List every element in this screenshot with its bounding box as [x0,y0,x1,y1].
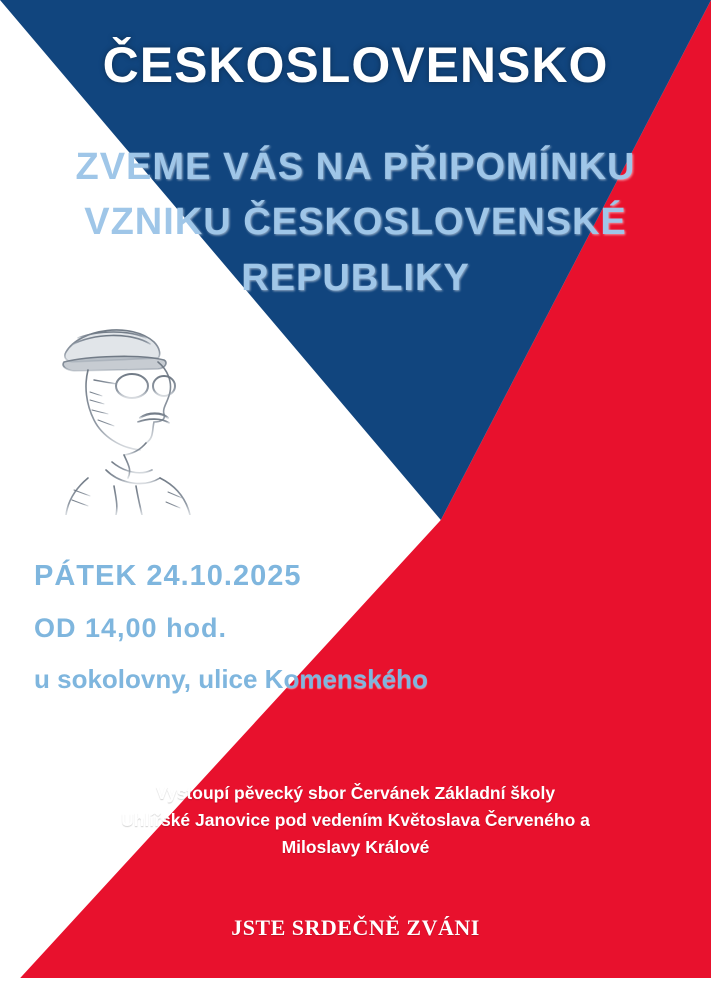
performers-line-2: Uhlířské Janovice pod vedením Květoslava Červeného a [121,810,590,831]
performers-line-1: Vystoupí pěvecký sbor Červánek Základní školy [155,783,556,803]
poster-subtitle [0,140,711,306]
invitation-text: JSTE SRDEČNĚ ZVÁNI [231,915,480,940]
performers-note [0,780,711,861]
event-date: PÁTEK 24.10.2025 [34,560,302,592]
subtitle-line-3: REPUBLIKY [241,256,470,299]
page-title: ČESKOSLOVENSKO [102,37,609,93]
event-details [34,560,428,695]
event-time: OD 14,00 hod. [34,613,228,643]
event-place: u sokolovny, ulice Komenského [34,664,428,694]
subtitle-line-2: VZNIKU ČESKOSLOVENSKÉ [84,201,627,244]
masaryk-portrait-icon [28,300,218,515]
bottom-white-strip [0,978,711,1000]
subtitle-line-1: ZVEME VÁS NA PŘIPOMÍNKU [75,146,636,188]
performers-line-3: Miloslavy Králové [281,837,430,858]
